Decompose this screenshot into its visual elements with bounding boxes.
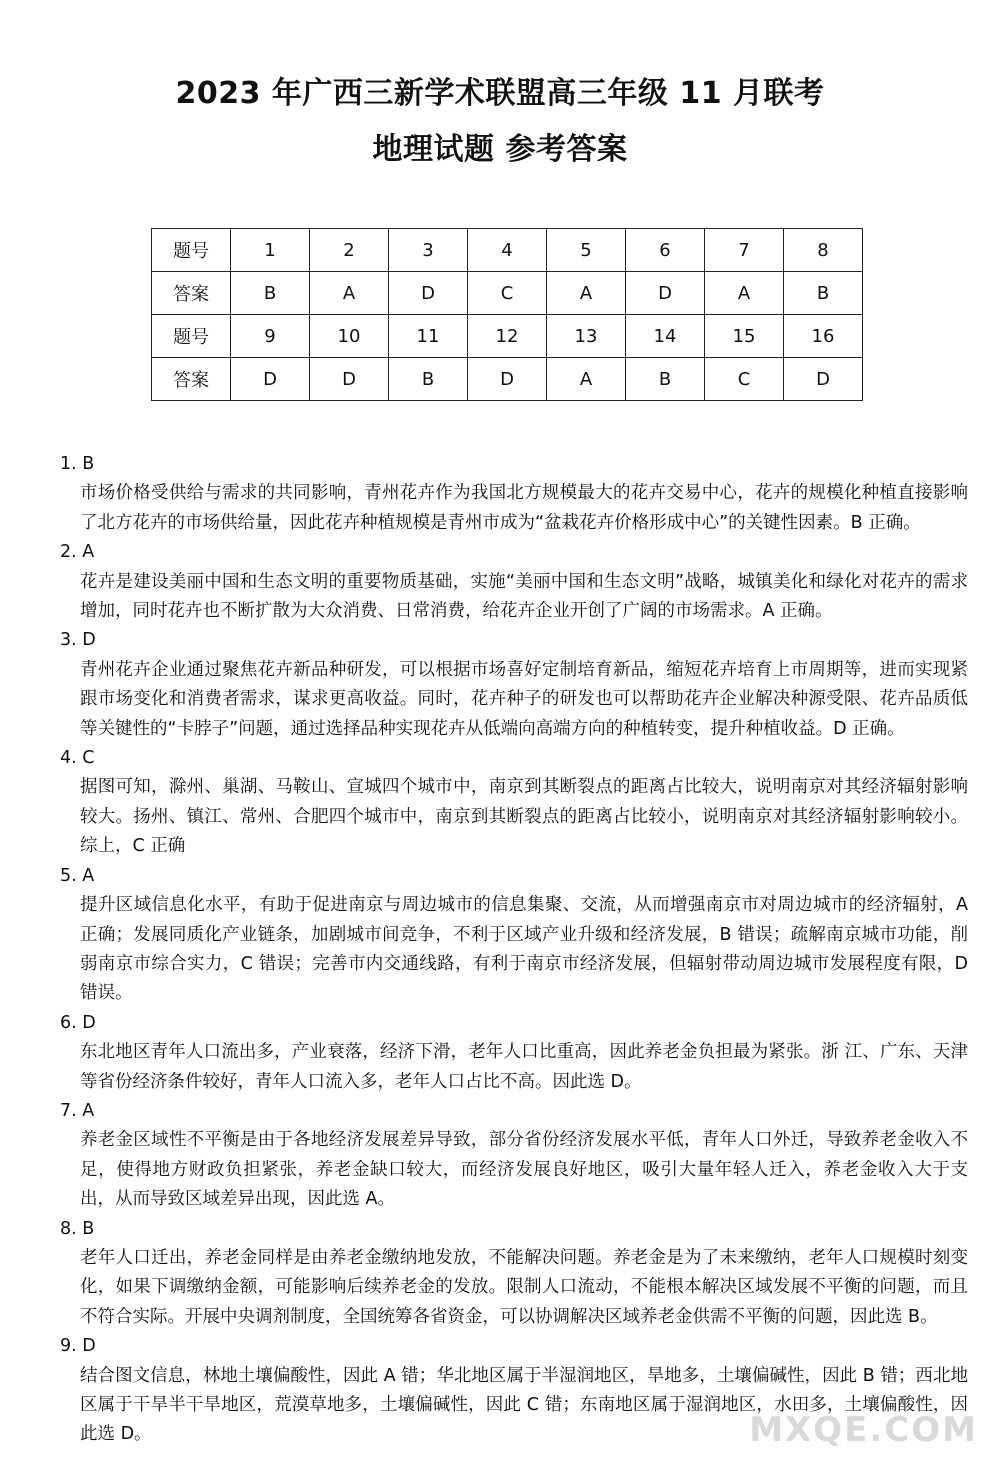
table-cell: 6	[626, 229, 705, 272]
explanation-text: 老年人口迁出，养老金同样是由养老金缴纳地发放，不能解决问题。养老金是为了未来缴纳，老年人口规模时刻变化，如果下调缴纳金额，可能影响后续养老金的发放。限制人口流动，不能根本解决区域发展不平衡的问题，而且不符合实际。开展中央调剂制度，全国统筹各省资金，可以协调解决区域养老金供需不平衡的问题，因此选 B。	[80, 1247, 968, 1327]
table-cell: C	[468, 272, 547, 315]
table-cell: 3	[389, 229, 468, 272]
explanation-text: 花卉是建设美丽中国和生态文明的重要物质基础，实施“美丽中国和生态文明”战略，城镇美化和绿化对花卉的需求增加，同时花卉也不断扩散为大众消费、日常消费，给花卉企业开创了广阔的市场需求。A 正确。	[80, 571, 968, 622]
table-cell: D	[784, 358, 863, 401]
table-cell: 10	[310, 315, 389, 358]
question-answer-heading: 6. D	[60, 1012, 96, 1033]
table-cell: A	[705, 272, 784, 315]
explanations	[58, 450, 968, 1450]
explanation-item	[58, 626, 968, 744]
explanation-text: 青州花卉企业通过聚焦花卉新品种研发，可以根据市场喜好定制培育新品，缩短花卉培育上市周期等，进而实现紧跟市场变化和消费者需求，谋求更高收益。同时，花卉种子的研发也可以帮助花卉企业解决种源受限、花卉品质低等关键性的“卡脖子”问题，通过选择品种实现花卉从低端向高端方向的种植转变，提升种植收益。D 正确。	[80, 659, 968, 739]
table-row	[152, 229, 863, 272]
question-answer-heading: 1. B	[60, 454, 95, 474]
answer-table	[151, 228, 863, 401]
table-cell: 4	[468, 229, 547, 272]
table-cell: B	[626, 358, 705, 401]
table-cell: 11	[389, 315, 468, 358]
table-cell: D	[310, 358, 389, 401]
explanation-item	[58, 744, 968, 862]
table-row	[152, 315, 863, 358]
table-cell: 15	[705, 315, 784, 358]
question-answer-heading: 5. A	[60, 865, 95, 886]
table-cell: D	[389, 272, 468, 315]
table-cell: 2	[310, 229, 389, 272]
table-row	[152, 272, 863, 315]
table-cell: 5	[547, 229, 626, 272]
row-header-cell: 题号	[152, 229, 231, 272]
table-cell: 9	[231, 315, 310, 358]
explanation-item	[58, 538, 968, 626]
table-cell: B	[231, 272, 310, 315]
question-answer-heading: 4. C	[60, 748, 95, 769]
question-answer-heading: 2. A	[60, 542, 95, 563]
question-answer-heading: 8. B	[60, 1218, 95, 1239]
explanation-text: 据图可知，滁州、巢湖、马鞍山、宣城四个城市中，南京到其断裂点的距离占比较大，说明南京对其经济辐射影响较大。扬州、镇江、常州、合肥四个城市中，南京到其断裂点的距离占比较小，说明南京对其经济辐射影响较小。综上，C 正确	[80, 777, 968, 857]
table-cell: 13	[547, 315, 626, 358]
question-answer-heading: 9. D	[60, 1336, 96, 1357]
explanation-item	[58, 862, 968, 1009]
row-header-cell: 答案	[152, 358, 231, 401]
page-title: 2023 年广西三新学术联盟高三年级 11 月联考	[175, 76, 825, 111]
question-answer-heading: 3. D	[60, 630, 96, 651]
explanation-text: 养老金区域性不平衡是由于各地经济发展差异导致，部分省份经济发展水平低，青年人口外迁，导致养老金收入不足，使得地方财政负担紧张，养老金缺口较大，而经济发展良好地区，吸引大量年轻人迁入，养老金收入大于支出，从而导致区域差异出现，因此选 A。	[80, 1130, 968, 1210]
page-subtitle: 地理试题 参考答案	[372, 132, 628, 167]
table-cell: D	[468, 358, 547, 401]
table-cell: C	[705, 358, 784, 401]
watermark: MXQE.COM	[749, 1410, 978, 1450]
explanation-item	[58, 1215, 968, 1333]
row-header-cell: 答案	[152, 272, 231, 315]
table-cell: 16	[784, 315, 863, 358]
explanation-text: 东北地区青年人口流出多，产业衰落，经济下滑，老年人口比重高，因此养老金负担最为紧张。浙 江、广东、天津等省份经济条件较好，青年人口流入多，老年人口占比不高。因此选 D。	[80, 1042, 968, 1092]
row-header-cell: 题号	[152, 315, 231, 358]
explanation-text: 结合图文信息，林地土壤偏酸性，因此 A 错；华北地区属于半湿润地区，旱地多，土壤偏碱性，因此 B 错；西北地区属于干旱半干旱地区，荒漠草地多，土壤偏碱性，因此 C 错；东南地区属于湿润地区，水田多，土壤偏酸性，因此选 D。	[80, 1365, 968, 1445]
table-cell: A	[310, 272, 389, 315]
table-cell: A	[547, 272, 626, 315]
table-cell: 12	[468, 315, 547, 358]
table-cell: D	[231, 358, 310, 401]
explanation-item	[58, 1009, 968, 1097]
table-cell: 8	[784, 229, 863, 272]
table-cell: D	[626, 272, 705, 315]
question-answer-heading: 7. A	[60, 1100, 95, 1121]
table-cell: B	[784, 272, 863, 315]
table-cell: A	[547, 358, 626, 401]
explanation-item	[58, 450, 968, 538]
table-cell: 7	[705, 229, 784, 272]
explanation-text: 市场价格受供给与需求的共同影响，青州花卉作为我国北方规模最大的花卉交易中心，花卉的规模化种植直接影响了北方花卉的市场供给量，因此花卉种植规模是青州市成为“盆栽花卉价格形成中心”的关键性因素。B 正确。	[80, 483, 968, 533]
table-cell: B	[389, 358, 468, 401]
table-row	[152, 358, 863, 401]
explanation-item	[58, 1097, 968, 1215]
table-cell: 1	[231, 229, 310, 272]
explanation-text: 提升区域信息化水平，有助于促进南京与周边城市的信息集聚、交流，从而增强南京市对周边城市的经济辐射，A 正确；发展同质化产业链条，加剧城市间竞争，不利于区域产业升级和经济发展，B 错误；疏解南京城市功能，削弱南京市综合实力，C 错误；完善市内交通线路，有利于南京市经济发展，但辐射带动周边城市发展程度有限，D 错误。	[80, 895, 968, 1004]
table-cell: 14	[626, 315, 705, 358]
